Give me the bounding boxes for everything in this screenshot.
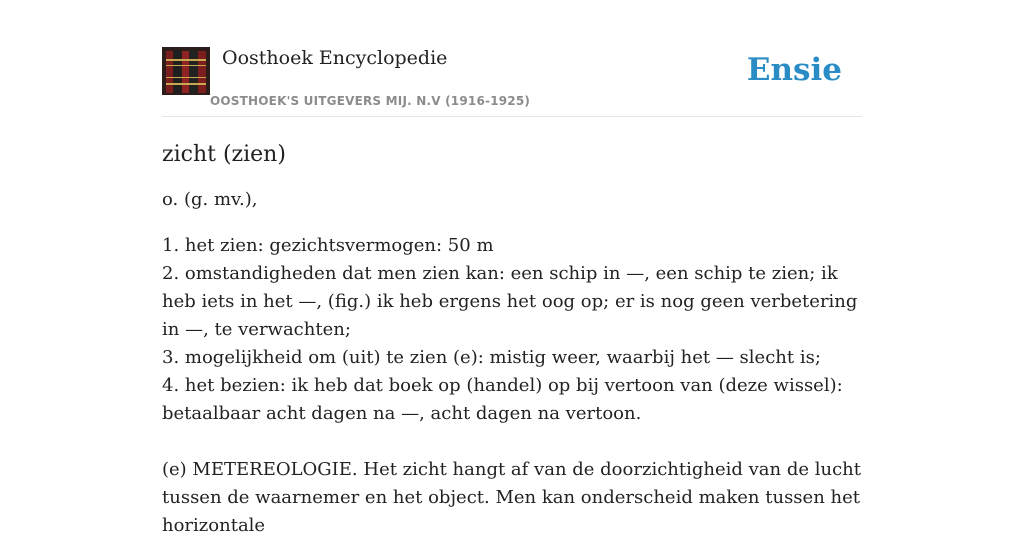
entry-grammar: o. (g. mv.), — [162, 189, 258, 210]
definition-item: 2. omstandigheden dat men zien kan: een schip in —, een schip te zien; ik heb iets in het —, (fig.) ik heb ergens het oog op; er is nog geen verbetering in —, te verwachten; — [162, 263, 858, 340]
definition-item: 4. het bezien: ik heb dat boek op (handel) op bij vertoon van (deze wissel): betaalbaar acht dagen na —, acht dagen na vertoon. — [162, 375, 843, 424]
definition-list — [162, 232, 862, 428]
source-header — [162, 46, 862, 117]
source-title[interactable]: Oosthoek Encyclopedie — [222, 47, 448, 69]
brand-logo[interactable]: Ensie — [746, 52, 842, 88]
entry-content — [162, 138, 862, 540]
definition-item: 1. het zien: gezichtsvermogen: 50 m — [162, 235, 494, 256]
definition-item: 3. mogelijkheid om (uit) te zien (e): mistig weer, waarbij het — slecht is; — [162, 347, 821, 368]
publisher-label: OOSTHOEK'S UITGEVERS MIJ. N.V (1916-1925) — [210, 94, 531, 108]
book-spines-icon[interactable] — [162, 47, 210, 95]
meteorology-note: (e) METEREOLOGIE. Het zicht hangt af van de doorzichtigheid van de lucht tussen de waarnemer en het object. Men kan onderscheid maken tussen het horizontale — [162, 459, 862, 536]
entry-title: zicht (zien) — [162, 142, 286, 167]
